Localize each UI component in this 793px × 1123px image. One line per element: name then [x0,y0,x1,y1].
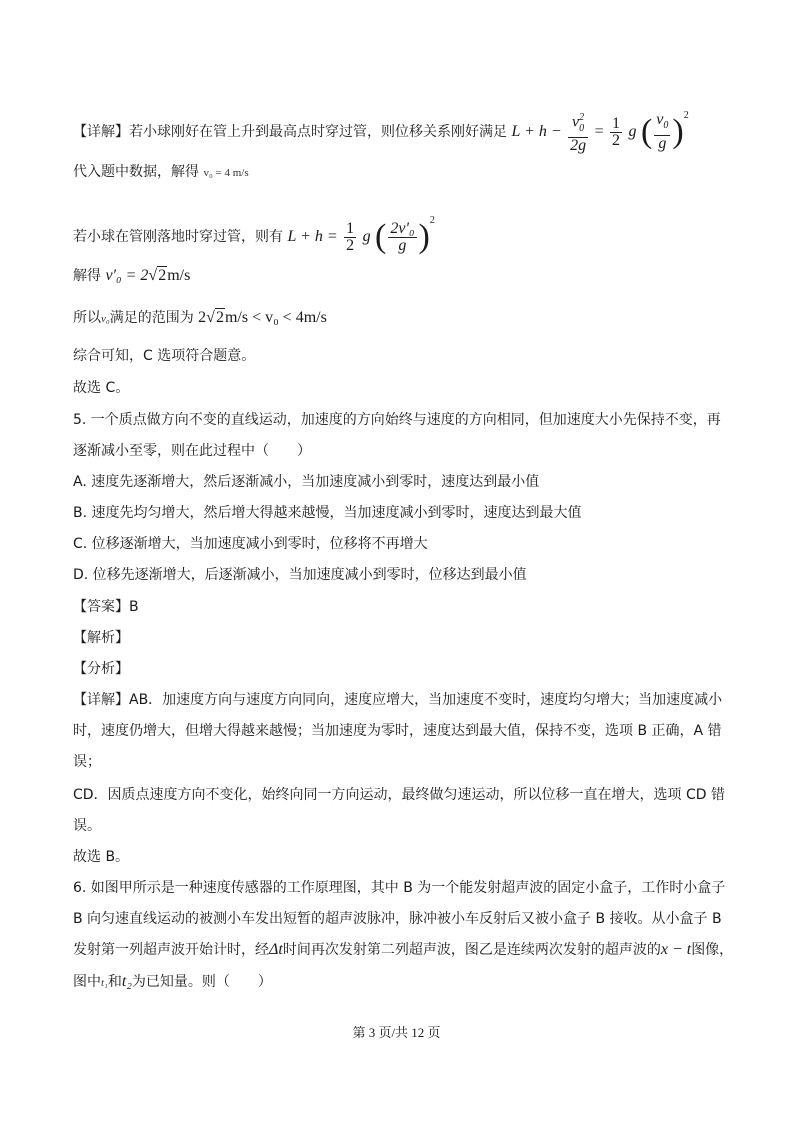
q5-answer: 【答案】B [73,599,139,615]
v0-value: v₀ = 4 m/s [203,167,249,179]
right-paren: ) [672,113,684,150]
left-paren-2: ( [375,218,387,255]
eq-lhs: L + h − [511,123,562,140]
solve-text: 解得 [73,268,101,284]
detail-eq-line-2 [73,211,435,254]
q5-stem-1: 5. 一个质点做方向不变的直线运动，加速度的方向始终与速度的方向相同，但加速度大小先保持不变，再 [73,412,721,428]
q6-line-2: B 向匀速直线运动的被测小车发出短暂的超声波脉冲，脉冲被小车反射后又被小盒子 B 接收。从小盒子 B [73,911,722,927]
q6-l3-c: 图像， [691,942,734,958]
q6-l4-b: 和 [107,974,122,990]
range-mid: 满足的范围为 [109,310,194,326]
detail-prefix: 【详解】若小球刚好在管上升到最高点时穿过管，则位移关系刚好满足 [73,124,507,140]
substitute-text: 代入题中数据，解得 [73,164,199,180]
q6-l4-a: 图中 [73,974,101,990]
sqrt-2-range: √2 [206,309,224,326]
q5-option-a: A. 速度先逐渐增大，然后逐渐减小，当加速度减小到零时，速度达到最小值 [73,474,540,490]
q5-detail-1: 【详解】AB．加速度方向与速度方向同向，速度应增大，当加速度不变时，速度均匀增大；当加速度减小 [73,692,723,708]
q5-fenxi: 【分析】 [73,661,129,677]
q6-line-4 [73,972,272,993]
q5-stem-2: 逐渐减小至零，则在此过程中（ ） [73,443,311,459]
q5-option-c: C. 位移逐渐增大，当加速度减小到零时，位移将不再增大 [73,536,428,552]
conclusion-line: 综合可知，C 选项符合题意。 [73,348,256,364]
q6-line-1: 6. 如图甲所示是一种速度传感器的工作原理图，其中 B 为一个能发射超声波的固定小盒子，工作时小盒子 [73,880,726,896]
q6-l3-a: 发射第一列超声波开始计时，经 [73,942,269,958]
solve-line [73,266,190,286]
range-pre: 所以 [73,310,101,326]
q6-l3-b: 时间再次发射第二列超声波，图乙是连续两次发射的超声波的 [282,942,661,958]
q6-l4-c: 为已知量。则（ ） [131,974,272,990]
q6-line-3 [73,940,733,960]
t2-symbol: t₂ [121,973,132,990]
exponent-2: 2 [429,215,435,226]
v0prime-expr: v′₀ = 2 [105,267,149,284]
g-symbol-2: g [362,228,371,245]
right-paren-2: ) [418,218,430,255]
choose-c-line: 故选 C。 [73,380,130,396]
exponent: 2 [683,110,689,121]
g-symbol: g [628,123,637,140]
q5-choose: 故选 B。 [73,849,130,865]
substitute-line [73,162,249,183]
fraction-half-2: $\frac{1}{2}$ [346,219,355,254]
fraction-v0sq-over-2g: $\frac{v^2_0}{2g}$ [570,112,587,154]
t1-symbol: t₁ [101,977,108,989]
q5-detail-3: 误； [73,754,101,770]
q5-option-d: D. 位移先逐渐增大，后逐渐减小，当加速度减小到零时，位移达到最小值 [73,567,527,583]
range-coef: 2 [198,309,207,326]
q5-detail-2: 时，速度仍增大，但增大得越来越慢；当加速度为零时，速度达到最大值，保持不变，选项 B 正确，A 错 [73,723,722,739]
equals-sign: = [594,123,604,140]
unit: m/s [167,267,191,284]
eq2-lhs: L + h = [287,228,338,245]
range-line [73,308,327,329]
x-t-symbol: x − t [660,941,692,958]
q5-detail-4: CD．因质点速度方向不变化，始终向同一方向运动，最终做匀速运动，所以位移一直在增大，选项 CD 错 [73,787,726,803]
fraction-v0-over-g: $\frac{v_0}{g}$ [656,111,669,152]
left-paren: ( [640,113,653,150]
delta-t: Δt [269,941,283,958]
case-2-text: 若小球在管刚落地时穿过管，则有 [73,229,283,245]
q5-analysis: 【解析】 [73,630,129,646]
q5-detail-5: 误。 [73,818,101,834]
fraction-2v0-over-g: $\frac{\text{2v′₀}}{g}$ [390,219,415,254]
v0-symbol: v₀ [101,313,110,325]
page-footer: 第 3 页/共 12 页 [352,1025,441,1040]
range-inequality: m/s < v₀ < 4m/s [224,309,327,326]
q5-option-b: B. 速度先均匀增大，然后增大得越来越慢，当加速度减小到零时，速度达到最大值 [73,505,582,521]
fraction-half: $\frac{1}{2}$ [612,114,621,149]
sqrt-2: √2 [148,267,167,284]
detail-eq-line-1 [73,106,689,154]
